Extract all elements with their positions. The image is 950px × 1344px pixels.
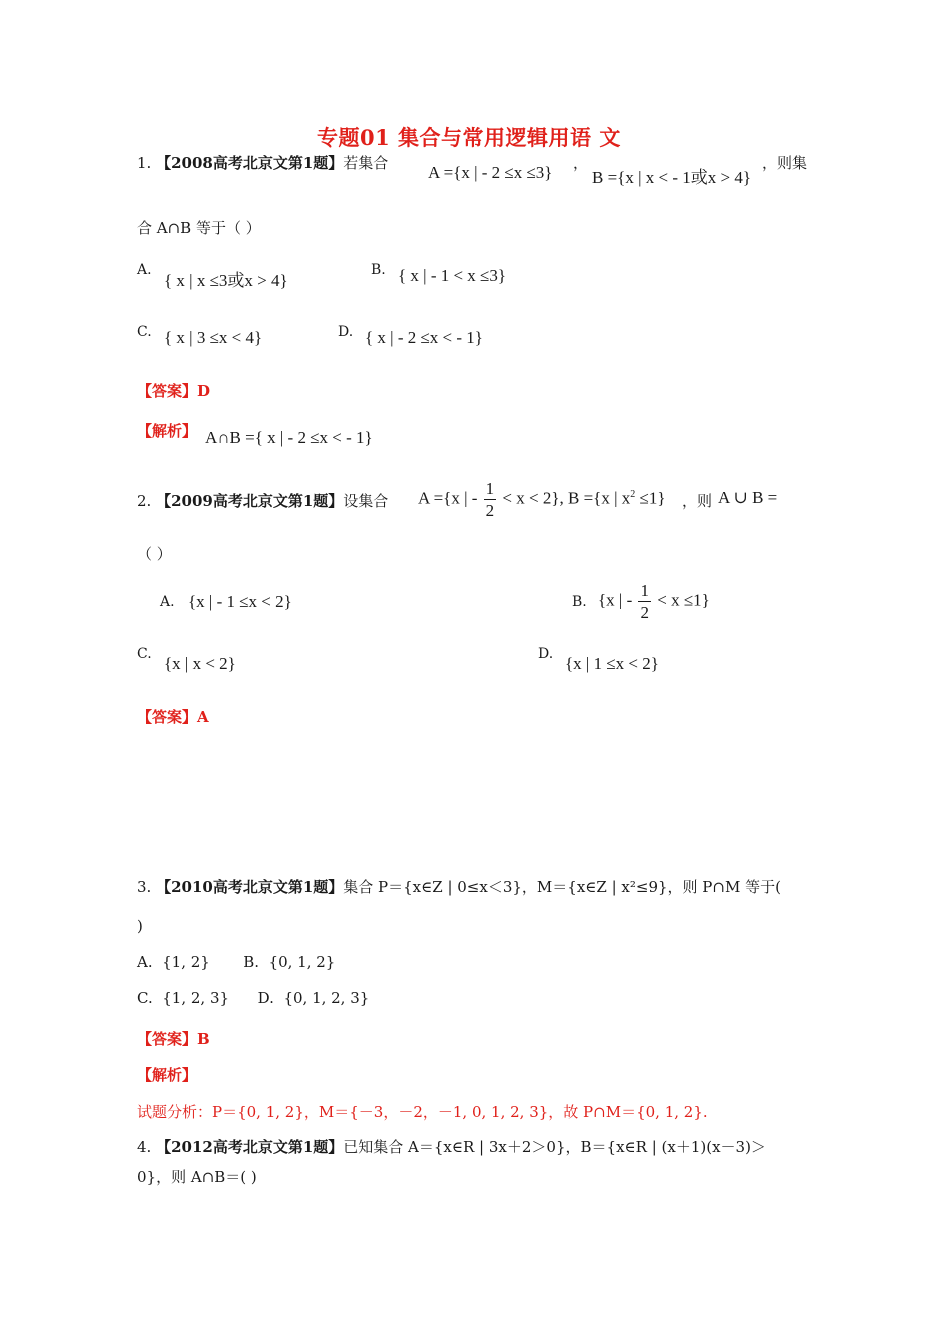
options-row-2: C. {1, 2, 3} D. {0, 1, 2, 3} [137, 989, 370, 1007]
answer-2 [137, 706, 209, 727]
page-title: 专题01 集合与常用逻辑用语 文 [317, 125, 621, 150]
question-stem: 集合 P＝{x∈Z | 0≤x＜3}，M＝{x∈Z | x²≤9}，则 P∩M 等于( [343, 878, 781, 896]
question-stem: 若集合 [343, 154, 389, 172]
option-d: { x | - 2 ≤x < - 1} [365, 328, 483, 347]
option-b-suffix: < x ≤1} [657, 590, 710, 610]
question-stem: 设集合 [343, 492, 389, 510]
answer-label: 【答案】 [137, 708, 198, 726]
set-a-suffix: < x < 2}, B ={x | x [502, 488, 631, 508]
option-a: {x | - 1 ≤x < 2} [188, 592, 292, 611]
question-source: 【2012高考北京文第1题】 [156, 1138, 344, 1156]
answer-3 [137, 1028, 210, 1049]
fraction-one-half [484, 480, 497, 519]
superscript: 2 [630, 488, 636, 500]
option-label: D. [338, 324, 354, 340]
analysis-text: 试题分析：P＝{0, 1, 2}，M＝{－3，－2，－1, 0, 1, 2, 3}，故 P∩M＝{0, 1, 2}. [137, 1103, 708, 1121]
answer-value: B [197, 1030, 210, 1048]
question-stem-line2: 合 A∩B 等于（ ） [137, 219, 261, 237]
question-stem-tail: ，则 [682, 492, 713, 510]
analysis-formula: A∩B ={ x | - 2 ≤x < - 1} [205, 428, 373, 447]
question-source: 【2008高考北京文第1题】 [156, 154, 344, 172]
answer-value: A [197, 708, 209, 726]
answer-label: 【答案】 [137, 1030, 198, 1048]
question-stem: 已知集合 A＝{x∈R | 3x＋2＞0}，B＝{x∈R | (x＋1)(x－3)＞ [343, 1138, 766, 1156]
set-b-suffix: ≤1} [639, 488, 666, 508]
set-b-definition: B ={x | x < - 1或x > 4} [592, 168, 751, 187]
question-number: 2. [137, 492, 152, 510]
comma: ， [573, 154, 589, 172]
answer-value: D [197, 382, 211, 400]
fraction-denominator: 2 [485, 501, 495, 520]
option-b: { x | - 1 < x ≤3} [398, 266, 507, 285]
option-label: B. [371, 262, 386, 278]
question-source: 【2009高考北京文第1题】 [156, 492, 344, 510]
union-expression: A ∪ B = [718, 488, 778, 507]
analysis-label: 【解析】 [137, 1066, 198, 1084]
fraction-numerator: 1 [640, 581, 649, 600]
analysis-label: 【解析】 [137, 422, 198, 440]
set-a-prefix: A ={x | - [418, 488, 478, 508]
option-d: {x | 1 ≤x < 2} [565, 654, 659, 673]
question-source: 【2010高考北京文第1题】 [156, 878, 344, 896]
question-number: 1. [137, 154, 152, 172]
option-label: C. [137, 324, 152, 340]
option-c: {x | x < 2} [164, 654, 236, 673]
answer-label: 【答案】 [137, 382, 198, 400]
question-stem-line2: ) [137, 917, 143, 935]
answer-parentheses: （ ） [137, 545, 172, 563]
set-a-definition: A ={x | - 2 ≤x ≤3} [428, 163, 553, 182]
question-stem-tail: ，则集 [762, 154, 808, 172]
option-label: A. [160, 594, 175, 610]
option-b [598, 582, 710, 621]
fraction-numerator: 1 [485, 479, 495, 498]
option-label: A. [137, 262, 152, 278]
question-stem-line2: 0}，则 A∩B＝( ) [137, 1168, 257, 1186]
option-label: C. [137, 646, 152, 662]
fraction-denominator: 2 [640, 603, 649, 622]
option-b-prefix: {x | - [598, 590, 633, 610]
option-label: B. [572, 594, 587, 610]
option-c: { x | 3 ≤x < 4} [164, 328, 263, 347]
option-label: D. [538, 646, 554, 662]
answer-1 [137, 380, 210, 401]
options-row-1: A. {1, 2} B. {0, 1, 2} [137, 953, 336, 971]
fraction-one-half [638, 582, 651, 621]
set-definitions [418, 480, 665, 519]
option-a: { x | x ≤3或x > 4} [164, 271, 288, 290]
question-number: 3. [137, 878, 152, 896]
question-number: 4. [137, 1138, 152, 1156]
